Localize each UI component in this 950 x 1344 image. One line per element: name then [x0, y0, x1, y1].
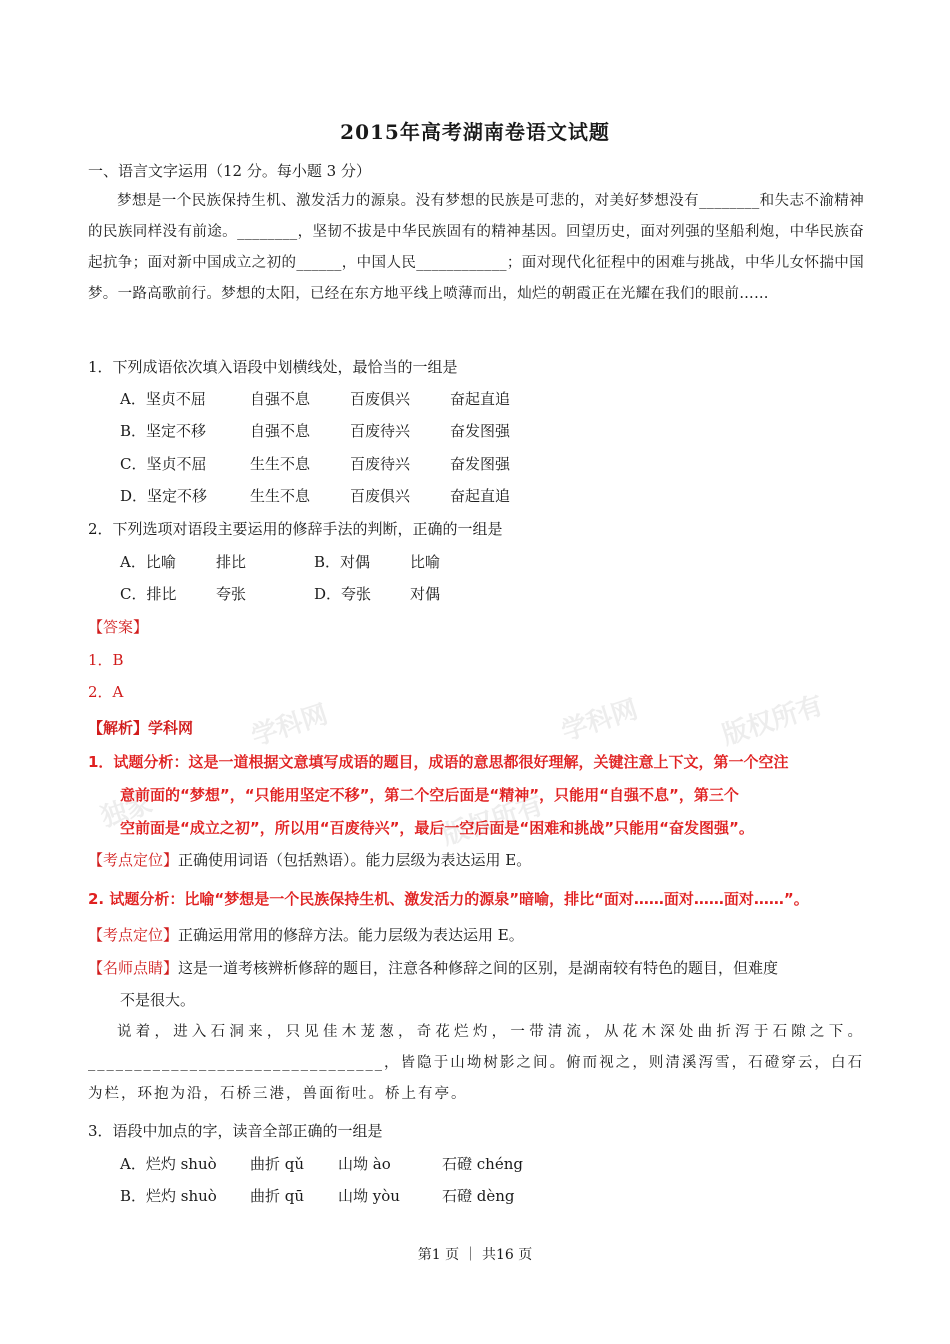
- answer-1: 1．B: [88, 651, 124, 669]
- passage-1: 梦想是一个民族保持生机、激发活力的源泉。没有梦想的民族是可悲的，对美好梦想没有________和失志不渝精神的民族同样没有前途。________，坚韧不拔是中华民族固有的精神基因。回望历史，面对列强的坚船利炮，中华民族奋起抗争；面对新中国成立之初的______，中国人民____________；面对现代化征程中的困难与挑战，中华儿女怀揣中国梦。一路高歌前行。梦想的太阳，已经在东方地平线上喷薄而出，灿烂的朝霞正在光耀在我们的眼前……: [88, 193, 864, 302]
- watermark: 学科网: [248, 699, 332, 753]
- kaodian-2: 【考点定位】正确运用常用的修辞方法。能力层级为表达运用 E。: [88, 926, 524, 944]
- kaodian-1: 【考点定位】正确使用词语（包括熟语）。能力层级为表达运用 E。: [88, 851, 532, 869]
- watermark: 版权所有: [718, 690, 827, 752]
- mingshi-note-cont: 不是很大。: [120, 991, 196, 1009]
- q2-options-row-1: A．比喻 排比 B．对偶 比喻: [120, 553, 441, 571]
- page-footer: 第1 页 ｜ 共16 页: [417, 1247, 533, 1263]
- q1-option-c: C．坚贞不屈 生生不息 百废待兴 奋发图强: [120, 455, 511, 473]
- q1-option-a: A．坚贞不屈 自强不息 百废俱兴 奋起直追: [120, 390, 511, 408]
- answer-2: 2．A: [88, 683, 124, 701]
- q3-option-a: A．烂灼 shuò 曲折 qǔ 山坳 ào 石磴 chéng: [120, 1155, 523, 1173]
- watermark: 学科网: [558, 694, 642, 748]
- analysis-label: 【解析】学科网: [88, 719, 194, 737]
- question-1: 1．下列成语依次填入语段中划横线处，最恰当的一组是: [88, 358, 458, 376]
- question-2: 2．下列选项对语段主要运用的修辞手法的判断，正确的一组是: [88, 520, 503, 538]
- page-title: 2015年高考湖南卷语文试题: [340, 120, 610, 144]
- analysis-1-line-2: 意前面的“梦想”，“只能用坚定不移”，第二个空后面是“精神”，只能用“自强不息”，第三个: [120, 786, 739, 804]
- watermark: 独家: [97, 788, 157, 834]
- analysis-2: 2. 试题分析：比喻“梦想是一个民族保持生机、激发活力的源泉”暗喻，排比“面对……面对……面对……”。: [88, 890, 809, 908]
- analysis-1-line-1: 1．试题分析：这是一道根据文意填写成语的题目，成语的意思都很好理解，关键注意上下文，第一个空注: [88, 753, 789, 771]
- mingshi-note: 【名师点睛】这是一道考核辨析修辞的题目，注意各种修辞之间的区别，是湖南较有特色的题目，但难度: [88, 959, 779, 977]
- passage-2: 说着，进入石洞来，只见佳木茏葱，奇花烂灼，一带清流，从花木深处曲折泻于石隙之下。________________________________，皆隐于山坳树影之间。俯而视之，则清溪泻雪，石磴穿云，白石为栏，环抱为沿，石桥三港，兽面衔吐。桥上有亭。: [88, 1024, 864, 1102]
- q1-option-b: B．坚定不移 自强不息 百废待兴 奋发图强: [120, 422, 511, 440]
- q3-option-b: B．烂灼 shuò 曲折 qū 山坳 yòu 石磴 dèng: [120, 1187, 515, 1205]
- q1-option-d: D．坚定不移 生生不息 百废俱兴 奋起直追: [120, 487, 511, 505]
- watermark: 版权所有: [438, 790, 547, 852]
- question-3: 3．语段中加点的字，读音全部正确的一组是: [88, 1122, 383, 1140]
- answer-label: 【答案】: [88, 618, 149, 636]
- analysis-1-line-3: 空前面是“成立之初”，所以用“百废待兴”，最后一空后面是“困难和挑战”只能用“奋发图强”。: [120, 819, 754, 837]
- q2-options-row-2: C．排比 夸张 D．夸张 对偶: [120, 585, 441, 603]
- section-heading: 一、语言文字运用（12 分。每小题 3 分）: [88, 162, 371, 180]
